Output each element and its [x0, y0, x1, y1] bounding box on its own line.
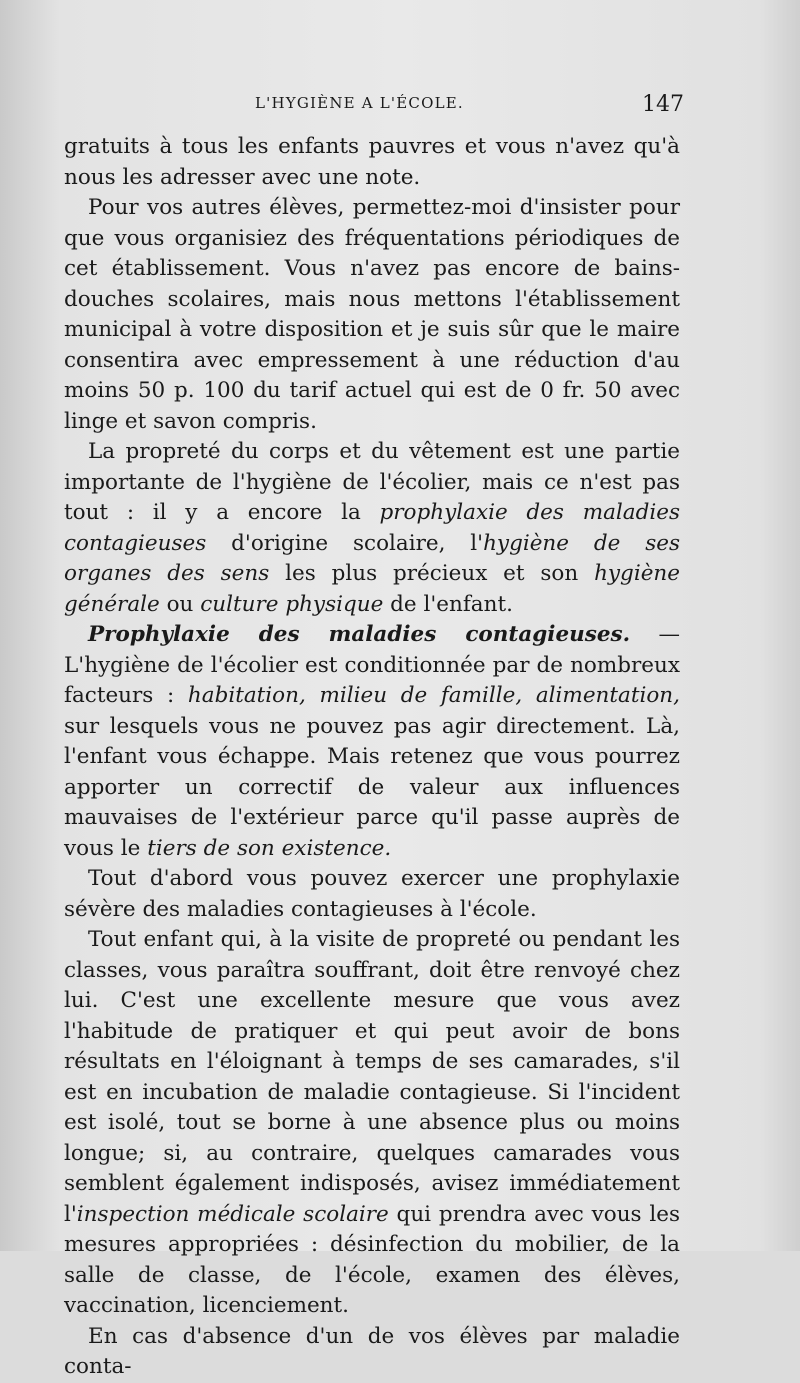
text-segment: sur lesquels vous ne pouvez pas agir directement. Là, l'enfant vous échappe. Mais retenez que vous pourrez apporter un correctif de valeur aux influences mauvaises de l'extérieur parce qu'il passe auprès de vous le	[64, 713, 680, 861]
emphasis-text: prophylaxie des maladies contagieuses	[64, 500, 680, 556]
paragraph-prophylaxie	[64, 620, 680, 864]
emphasis-text: hygiène générale	[64, 561, 680, 617]
paragraph-text: En cas d'absence d'un de vos élèves par maladie conta-	[64, 1323, 680, 1379]
body-text	[64, 132, 680, 1383]
text-segment: d'origine scolaire, l'	[206, 530, 484, 556]
page-header	[0, 92, 800, 122]
emphasis-text: inspection médicale scolaire	[76, 1201, 389, 1227]
emphasis-text: hygiène de ses organes des sens	[64, 530, 681, 586]
running-title: L'HYGIÈNE A L'ÉCOLE.	[255, 94, 464, 112]
emphasis-text: habitation, milieu de famille, alimentation,	[187, 683, 680, 708]
paragraph-text: gratuits à tous les enfants pauvres et vous n'avez qu'à nous les adresser avec une note.	[64, 134, 680, 190]
paragraph-continuation	[64, 132, 680, 193]
paragraph-tout-enfant	[64, 925, 680, 1322]
emphasis-text: tiers de son existence.	[147, 835, 392, 861]
paragraph-bains-douches	[64, 193, 680, 437]
section-heading: Prophylaxie des maladies contagieuses.	[88, 622, 631, 647]
text-segment: — L'hygiène de l'écolier est conditionnée par de nombreux facteurs :	[64, 622, 680, 708]
paragraph-en-cas	[64, 1322, 680, 1383]
text-segment: La propreté du corps et du vêtement est une partie importante de l'hygiène de l'écolier, mais ce n'est pas tout : il y a encore la	[64, 439, 680, 525]
paragraph-tout-dabord	[64, 864, 680, 925]
paragraph-text: Pour vos autres élèves, permettez-moi d'insister pour que vous organisiez des fréquentations périodiques de cet établissement. Vous n'avez pas encore de bains-douches scolaires, mais nous mettons l'établissement municipal à votre disposition et je suis sûr que le maire consentira avec empressement à une réduction d'au moins 50 p. 100 du tarif actuel qui est de 0 fr. 50 avec linge et savon compris.	[64, 195, 680, 434]
emphasis-text: culture physique	[200, 591, 384, 617]
page-number: 147	[642, 92, 684, 117]
text-segment: ou	[159, 591, 201, 617]
paragraph-proprete	[64, 437, 680, 620]
text-segment: Tout enfant qui, à la visite de propreté ou pendant les classes, vous paraîtra souffrant, doit être renvoyé chez lui. C'est une excellente mesure que vous avez l'habitude de pratiquer et qui peut avoir de bons résultats en l'éloignant à temps de ses camarades, s'il est en incubation de maladie contagieuse. Si l'incident est isolé, tout se borne à une absence plus ou moins longue; si, au contraire, quelques camarades vous semblent également indisposés, avisez immédiatement l'	[64, 927, 680, 1227]
paragraph-text: Tout d'abord vous pouvez exercer une prophylaxie sévère des maladies contagieuses à l'école.	[64, 866, 680, 922]
text-segment: qui prendra avec vous les mesures appropriées : désinfection du mobilier, de la salle de classe, de l'école, examen des élèves, vaccination, licenciement.	[64, 1201, 680, 1318]
text-segment: les plus précieux et son	[269, 561, 595, 586]
text-segment: de l'enfant.	[383, 591, 513, 617]
